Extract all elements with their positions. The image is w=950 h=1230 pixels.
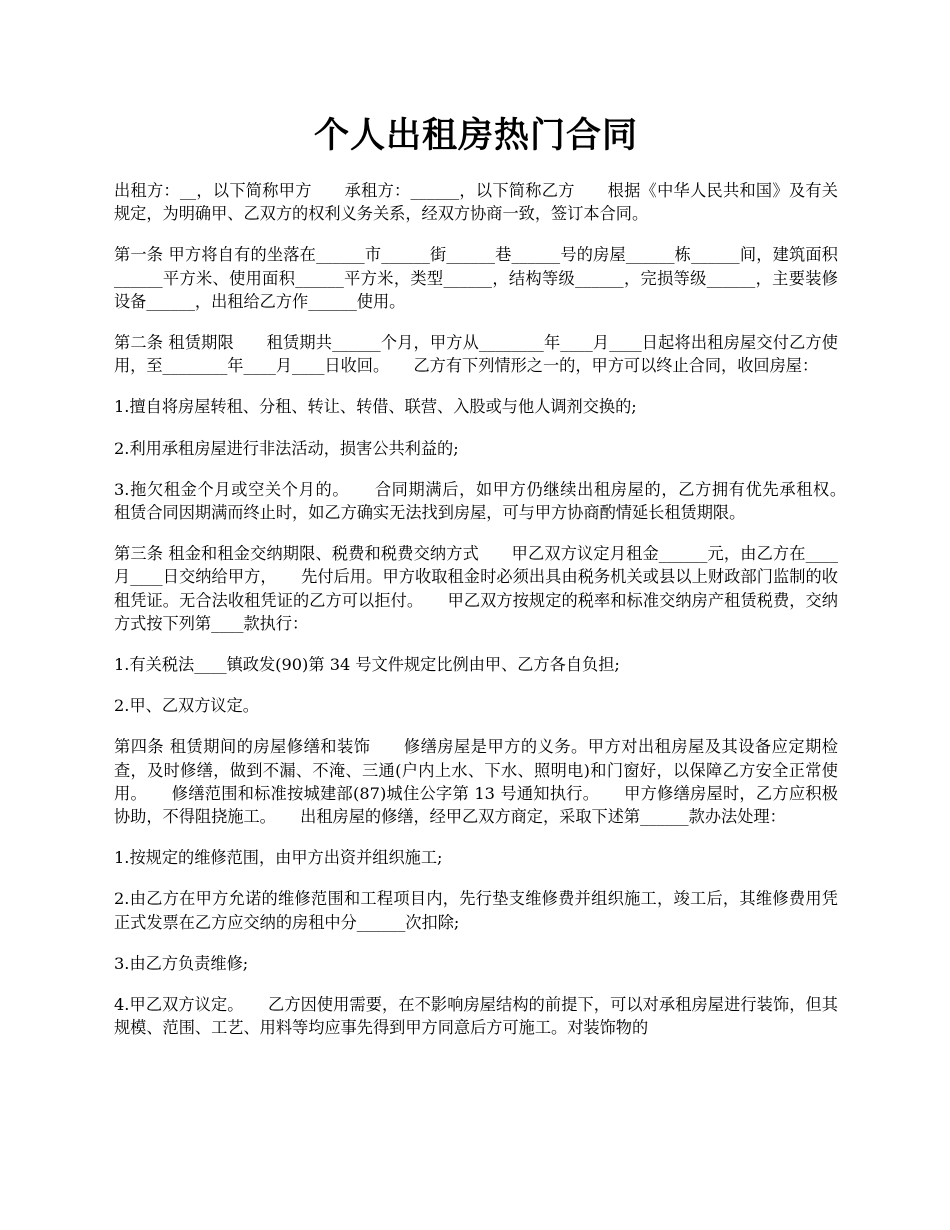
document-body xyxy=(114,179,871,1057)
paragraph-item: 2.甲、乙双方议定。 xyxy=(114,696,259,716)
paragraph-preamble: 出租方：__，以下简称甲方 承租方：______，以下简称乙方 根据《中华人民共和国》及有关规定，为明确甲、乙双方的权利义务关系，经双方协商一致，签订本合同。 xyxy=(114,181,838,224)
paragraph-article-1: 第一条 甲方将自有的坐落在______市______街______巷______号的房屋______栋______间，建筑面积______平方米、使用面积______平方米，类型______，结构等级______，完损等级______，主要装修设备______，出租给乙方作______使用。 xyxy=(114,245,838,311)
paragraph-item: 1.有关税法____镇政发(90)第 34 号文件规定比例由甲、乙方各自负担; xyxy=(114,655,620,675)
paragraph-article-3: 第三条 租金和租金交纳期限、税费和税费交纳方式 甲乙双方议定月租金______元，由乙方在____月____日交纳给甲方， 先付后用。甲方收取租金时必须出具由税务机关或县以上财政部门监制的收租凭证。无合法收租凭证的乙方可以拒付。 甲乙双方按规定的税率和标准交纳房产租赁税费，交纳方式按下列第____款执行： xyxy=(114,544,838,633)
paragraph-item: 2.由乙方在甲方允诺的维修范围和工程项目内，先行垫支维修费并组织施工，竣工后，其维修费用凭正式发票在乙方应交纳的房租中分______次扣除; xyxy=(114,889,838,932)
paragraph-article-4: 第四条 租赁期间的房屋修缮和装饰 修缮房屋是甲方的义务。甲方对出租房屋及其设备应定期检查，及时修缮，做到不漏、不淹、三通(户内上水、下水、照明电)和门窗好，以保障乙方安全正常使用。 修缮范围和标准按城建部(87)城住公字第 13 号通知执行。 甲方修缮房屋时，乙方应积极协助，不得阻挠施工。 出租房屋的修缮，经甲乙双方商定，采取下述第______款办法处理： xyxy=(114,737,838,827)
paragraph-item: 4.甲乙双方议定。 乙方因使用需要，在不影响房屋结构的前提下，可以对承租房屋进行装饰，但其规模、范围、工艺、用料等均应事先得到甲方同意后方可施工。对装饰物的 xyxy=(114,995,838,1038)
document-title: 个人出租房热门合同 xyxy=(313,115,638,156)
paragraph-article-2: 第二条 租赁期限 租赁期共______个月，甲方从________年____月____日起将出租房屋交付乙方使用，至________年____月____日收回。 乙方有下列情形之一的，甲方可以终止合同，收回房屋： xyxy=(114,333,838,376)
paragraph-item: 1.擅自将房屋转租、分租、转让、转借、联营、入股或与他人调剂交换的; xyxy=(114,397,637,417)
paragraph-item: 3.拖欠租金个月或空关个月的。 合同期满后，如甲方仍继续出租房屋的，乙方拥有优先承租权。 租赁合同因期满而终止时，如乙方确实无法找到房屋，可与甲方协商酌情延长租赁期限。 xyxy=(114,479,871,523)
paragraph-item: 1.按规定的维修范围，由甲方出资并组织施工; xyxy=(114,848,443,868)
paragraph-item: 2.利用承租房屋进行非法活动，损害公共利益的; xyxy=(114,438,459,458)
paragraph-item: 3.由乙方负责维修; xyxy=(114,953,249,973)
